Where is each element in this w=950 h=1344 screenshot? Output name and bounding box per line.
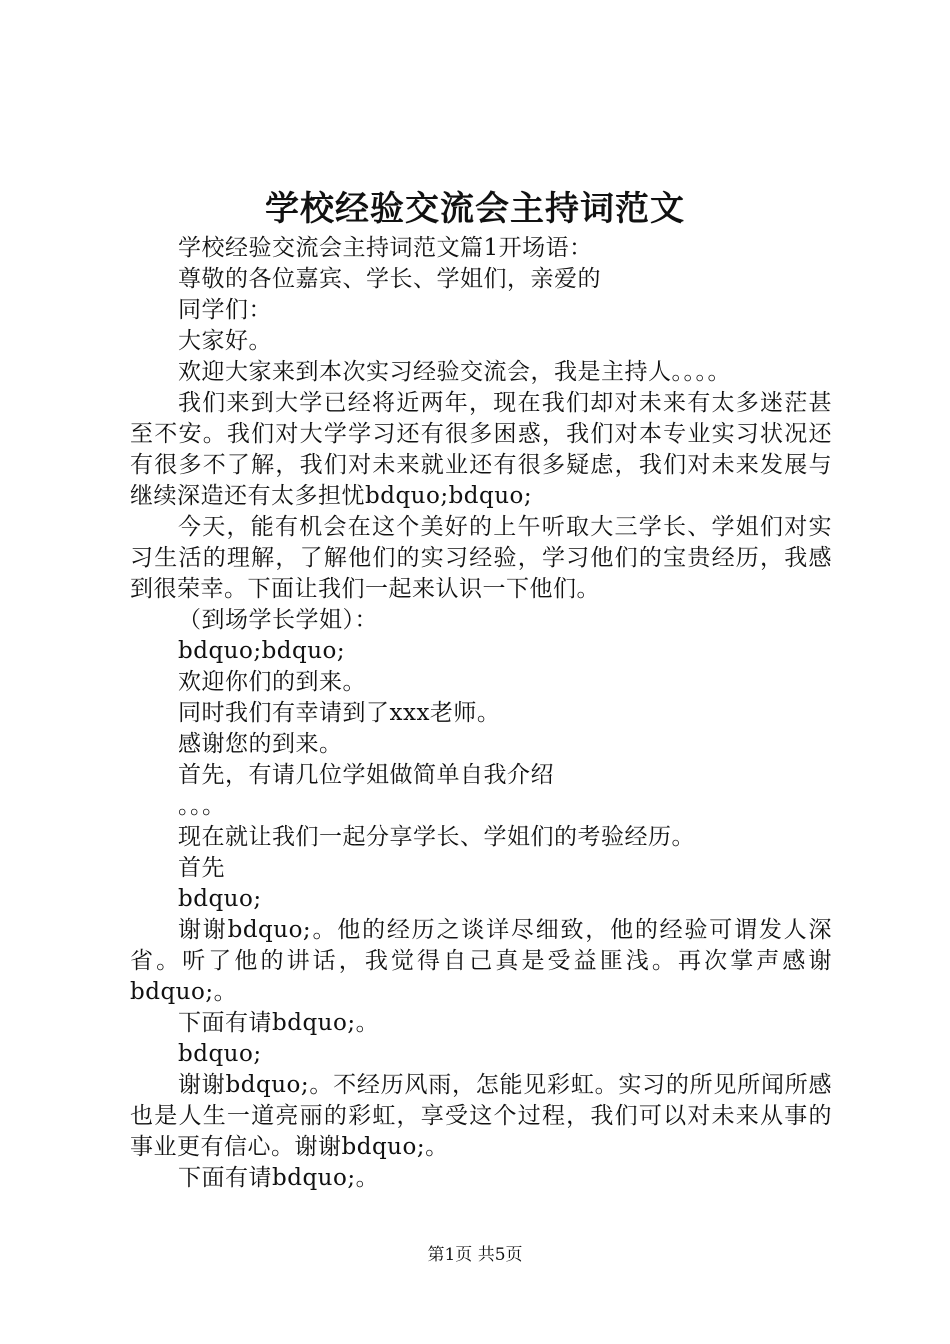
paragraph: 我们来到大学已经将近两年，现在我们却对未来有太多迷茫甚至不安。我们对大学学习还有很多困惑，我们对本专业实习状况还有很多不了解，我们对未来就业还有很多疑虑，我们对未来发展与继续深造还有太多担忧bdquo;bdquo;: [130, 390, 832, 509]
paragraph: 谢谢bdquo;。他的经历之谈详尽细致，他的经验可谓发人深省。听了他的讲话，我觉得自己真是受益匪浅。再次掌声感谢bdquo;。: [130, 917, 832, 1005]
paragraph: 大家好。: [178, 328, 272, 354]
paragraph: 尊敬的各位嘉宾、学长、学姐们，亲爱的: [178, 266, 601, 292]
paragraph: bdquo;bdquo;: [178, 638, 346, 664]
paragraph: 学校经验交流会主持词范文篇1开场语：: [178, 235, 593, 261]
paragraph: 首先，有请几位学姐做简单自我介绍: [178, 762, 554, 788]
paragraph: 同时我们有幸请到了xxx老师。: [178, 700, 501, 726]
paragraph: 感谢您的到来。: [178, 731, 343, 757]
paragraph: bdquo;: [178, 886, 262, 912]
paragraph: 欢迎你们的到来。: [178, 669, 366, 695]
paragraph: 谢谢bdquo;。不经历风雨，怎能见彩虹。实习的所见所闻所感也是人生一道亮丽的彩虹，享受这个过程，我们可以对未来从事的事业更有信心。谢谢bdquo;。: [130, 1072, 832, 1160]
paragraph: 首先: [178, 855, 225, 881]
paragraph: （到场学长学姐）：: [178, 607, 378, 633]
document-title: 学校经验交流会主持词范文: [265, 189, 685, 229]
paragraph: 下面有请bdquo;。: [178, 1165, 380, 1191]
paragraph: 同学们：: [178, 297, 272, 323]
paragraph: 现在就让我们一起分享学长、学姐们的考验经历。: [178, 824, 695, 850]
page-number-footer: 第1页 共5页: [427, 1245, 523, 1265]
paragraph: 今天，能有机会在这个美好的上午听取大三学长、学姐们对实习生活的理解，了解他们的实习经验，学习他们的宝贵经历，我感到很荣幸。下面让我们一起来认识一下他们。: [130, 514, 832, 602]
paragraph: 欢迎大家来到本次实习经验交流会，我是主持人。。。。: [178, 359, 731, 385]
paragraph: 下面有请bdquo;。: [178, 1010, 380, 1036]
paragraph: bdquo;: [178, 1041, 262, 1067]
paragraph: 。。。: [178, 793, 226, 819]
document-body: [130, 233, 832, 1194]
